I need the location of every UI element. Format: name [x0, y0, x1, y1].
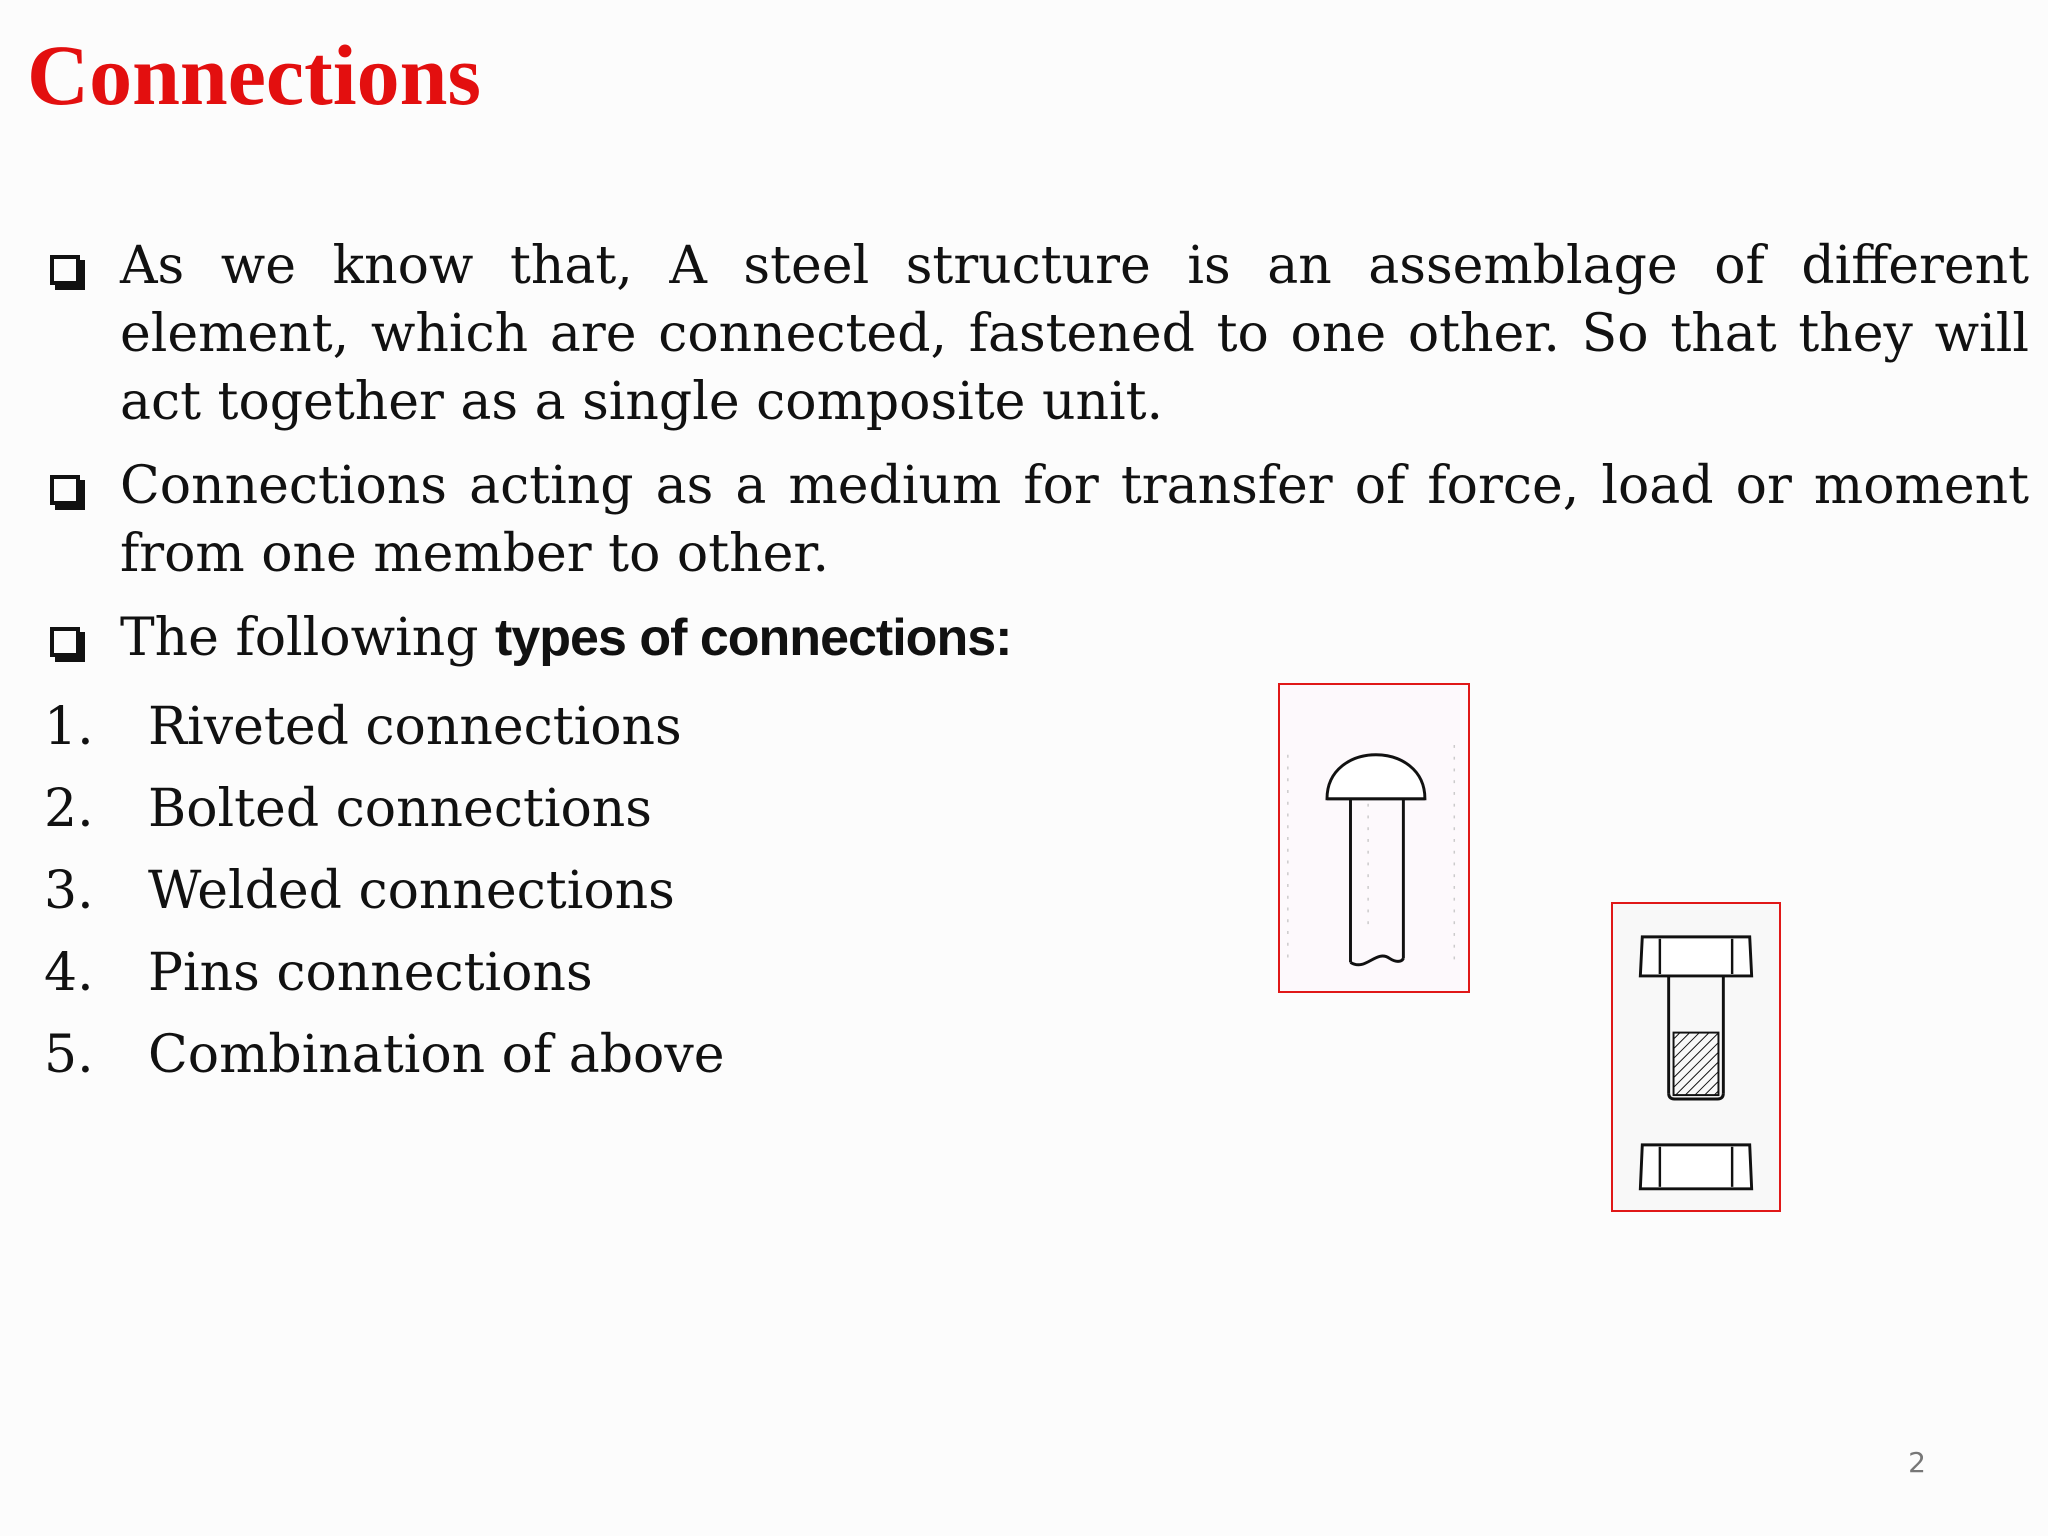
bullet-item — [44, 604, 2029, 672]
checkbox-bullet-icon — [50, 627, 80, 657]
checkbox-bullet-icon — [50, 255, 80, 285]
list-item — [44, 850, 725, 932]
bullet-text-plain: The following — [120, 608, 496, 668]
bullet-list — [44, 232, 2029, 688]
list-number: 4. — [44, 943, 94, 1003]
list-label: Bolted connections — [148, 779, 652, 839]
list-item — [44, 686, 725, 768]
list-number: 2. — [44, 779, 94, 839]
list-number: 5. — [44, 1025, 94, 1085]
list-label: Welded connections — [148, 861, 675, 921]
bullet-text: As we know that, A steel structure is an assemblage of different element, which are connected, fastened to one other. So that they will act together as a single composite unit. — [120, 236, 2029, 432]
page-number: 2 — [1908, 1446, 1926, 1479]
bullet-text-bold: types of connections: — [495, 609, 1012, 667]
bullet-text: Connections acting as a medium for transfer of force, load or moment from one member to other. — [120, 456, 2029, 584]
list-label: Pins connections — [148, 943, 593, 1003]
bolt-nut-drawing-icon — [1613, 904, 1779, 1210]
list-number: 3. — [44, 861, 94, 921]
connection-types-list — [44, 686, 725, 1096]
list-item — [44, 932, 725, 1014]
rivet-figure — [1278, 683, 1470, 993]
bullet-item — [44, 452, 2029, 588]
list-item — [44, 1014, 725, 1096]
bullet-item — [44, 232, 2029, 436]
list-label: Riveted connections — [148, 697, 682, 757]
list-item — [44, 768, 725, 850]
bullet-text — [120, 604, 2029, 672]
bolt-figure — [1611, 902, 1781, 1212]
checkbox-bullet-icon — [50, 475, 80, 505]
rivet-drawing-icon — [1280, 685, 1468, 991]
list-number: 1. — [44, 697, 94, 757]
list-label: Combination of above — [148, 1025, 725, 1085]
slide-title: Connections — [27, 27, 481, 123]
